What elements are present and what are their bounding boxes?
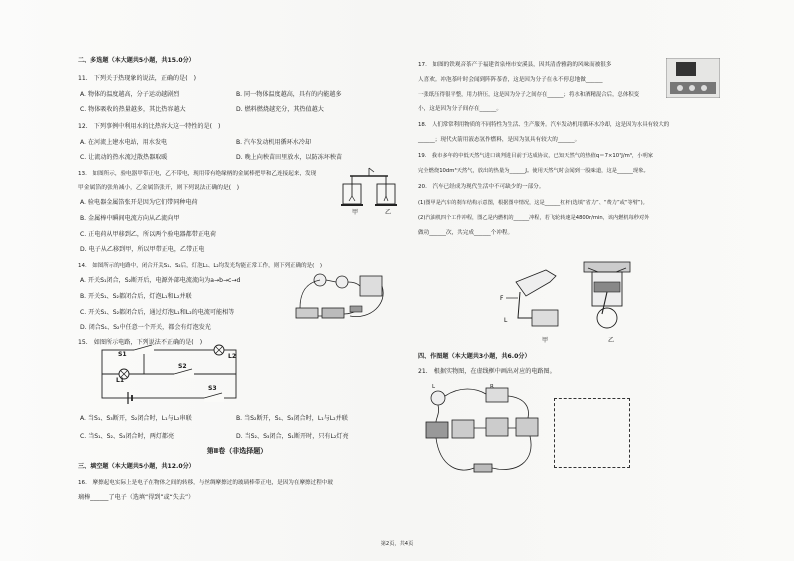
- part-two-title: 第Ⅱ卷（非选择题）: [206, 447, 268, 455]
- fig21-label-l: L: [432, 384, 436, 390]
- q15-option-c: C. 当S₁、S₂、S₃闭合时，两灯都亮: [80, 433, 175, 440]
- q14-option-a: A. 开关S₁闭合，S₂断开后，电源外部电流流向为a→b→c→d: [80, 277, 241, 284]
- question-18-cont: ______；现代火箭用液态氢作燃料，是因为氢具有较大的______。: [418, 137, 581, 143]
- fig15-label-l2: L2: [228, 353, 237, 360]
- question-20-part2-cont: 做功______次，共完成______个冲程。: [418, 230, 514, 236]
- section-fill-blank-heading: 三、填空题（本大题共5小题，共12.0分）: [78, 463, 195, 470]
- fig13-label-yi: 乙: [385, 209, 392, 216]
- q13-option-b: B. 金属棒中瞬间电流方向从乙流向甲: [80, 215, 180, 222]
- circuit-photo-figure: [290, 264, 392, 326]
- q15-option-b: B. 当S₂断开，S₁、S₃闭合时，L₁与L₂并联: [236, 415, 348, 422]
- fig20-label-yi: 乙: [608, 337, 615, 344]
- physical-circuit-figure: [420, 378, 546, 488]
- question-17-line4: 小，这是因为分子间存在______。: [418, 106, 502, 112]
- question-14: 14. 如图所示的电路中，闭合开关S₁、S₂后，灯泡L₁、L₂均发光均能正常工作，则下列正确的是( ): [78, 263, 322, 269]
- question-17-line2: 人喜欢。冲泡茶叶时会闻到阵阵茶香，这是因为分子在永不停息地做______: [418, 77, 603, 83]
- answer-dashed-box[interactable]: [554, 398, 630, 468]
- question-16-cont: 璃棒______了电子（选填“得到”或“失去”）: [78, 494, 195, 501]
- question-13: 13. 如图所示，验电器甲带正电，乙不带电，现用带有绝缘柄的金属棒把甲和乙连接起来，发现: [78, 171, 317, 177]
- question-12: 12. 下列事例中利用水的比热容大这一特性的是( ): [78, 123, 221, 130]
- question-20-part1: (1)图甲是汽车的刹车结构示意图，根据图中情况，这是______杠杆(选填“省力”、“费力”或“等臂”)。: [418, 200, 648, 206]
- q13-option-c: C. 正电荷从甲移到乙，所以两个验电器都带正电荷: [80, 231, 217, 238]
- page-footer: 第2页，共4页: [380, 541, 414, 547]
- tea-set-photo: [666, 58, 720, 98]
- q11-option-a: A. 物体的温度越高，分子运动越剧烈: [80, 91, 180, 98]
- q12-option-b: B. 汽车发动机用循环水冷却: [236, 139, 312, 146]
- section-drawing-heading: 四、作图题（本大题共3小题，共6.0分）: [418, 353, 531, 360]
- svg-text:L: L: [504, 317, 508, 324]
- q11-option-d: D. 燃料燃烧越充分，其热值越大: [236, 106, 324, 113]
- fig21-label-r: R: [490, 384, 494, 390]
- circuit-diagram-15: [94, 344, 244, 404]
- engine-cylinder-figure: [578, 256, 636, 336]
- question-21: 21. 根据实物图，在虚线框中画出对应的电路图。: [418, 368, 556, 375]
- q15-option-d: D. 当S₂、S₃闭合，S₁断开时，只有L₂灯亮: [236, 433, 349, 440]
- question-17: 17. 如图的铁观音茶产于福建省泉州市安溪县，因其清香雅韵的风味而被很多: [418, 62, 612, 68]
- fig20-label-jia: 甲: [542, 337, 549, 344]
- section-multi-choice-heading: 二、多选题（本大题共5小题，共15.0分）: [78, 57, 195, 64]
- q12-option-a: A. 在河流上建水电站，用水发电: [80, 139, 168, 146]
- question-19-cont: 完全燃烧10dm³天然气，放出的热量为______J。使用天然气时会闻到一股味道，这是______现象。: [418, 168, 649, 174]
- question-13-cont: 甲金属箔的张角减小，乙金属箔张开，则下列说法正确的是( ): [78, 185, 240, 191]
- fig15-label-s1: S1: [118, 351, 127, 358]
- q14-option-b: B. 开关S₁、S₂都闭合后，灯泡L₁和L₂并联: [80, 293, 192, 300]
- q15-option-a: A. 当S₁、S₃断开，S₂闭合时，L₁与L₂串联: [80, 415, 192, 422]
- question-19: 19. 我市多年的中低天然气进口谈判进目前于达成协议，已知天然气的热值q＝7×10⁷J/m³，小明家: [418, 153, 654, 159]
- q13-option-d: D. 电子从乙移到甲，所以甲带正电，乙带正电: [80, 246, 205, 253]
- fig15-label-s2: S2: [178, 363, 187, 370]
- q14-option-d: D. 闭合S₁、S₂中任意一个开关，都会有灯泡发光: [80, 324, 211, 331]
- q12-option-c: C. 让流动的热水流过散热器取暖: [80, 154, 168, 161]
- q14-option-c: C. 开关S₁、S₂都闭合后，通过灯泡L₁和L₂的电流可能相等: [80, 309, 235, 316]
- question-15: 15. 如图所示电路，下列说法不正确的是( ): [78, 339, 203, 346]
- q11-option-b: B. 同一物体温度越高，具有的内能越多: [236, 91, 342, 98]
- electroscope-figure: [340, 166, 406, 222]
- fig15-label-l1: L1: [116, 377, 125, 384]
- q11-option-c: C. 物体吸收的热量越多，其比热容越大: [80, 106, 186, 113]
- svg-text:F: F: [500, 295, 504, 302]
- question-17-line3: 一张纸压得很平整，用力挤压，这是因为分子之间存在______；将水和酒精混合后，总体积变: [418, 92, 640, 98]
- question-20-part2: (2)汽油机四个工作冲程，图乙是内燃机的______冲程，若飞轮转速是4800r/min，该内燃机每秒对外: [418, 215, 650, 221]
- brake-lever-figure: [496, 262, 566, 342]
- q12-option-d: D. 晚上向秧苗田里放水，以防冻坏秧苗: [236, 154, 343, 161]
- question-20: 20. 汽车已经成为现代生活中不可缺少的一部分。: [418, 184, 545, 190]
- question-18: 18. 人们常常利用物质的不同特性为生活、生产服务。汽车发动机用循环水冷却，这是因为水具有较大的: [418, 122, 670, 128]
- q13-option-a: A. 验电器金属箔张开是因为它们带同种电荷: [80, 199, 198, 206]
- question-11: 11. 下列关于热现象的说法，正确的是( ): [78, 75, 197, 82]
- question-16: 16. 摩擦起电实际上是电子在物体之间的转移，与丝绸摩擦过的玻璃棒带正电，是因为在摩擦过程中玻: [78, 480, 334, 486]
- fig15-label-s3: S3: [208, 385, 217, 392]
- fig13-label-jia: 甲: [352, 209, 359, 216]
